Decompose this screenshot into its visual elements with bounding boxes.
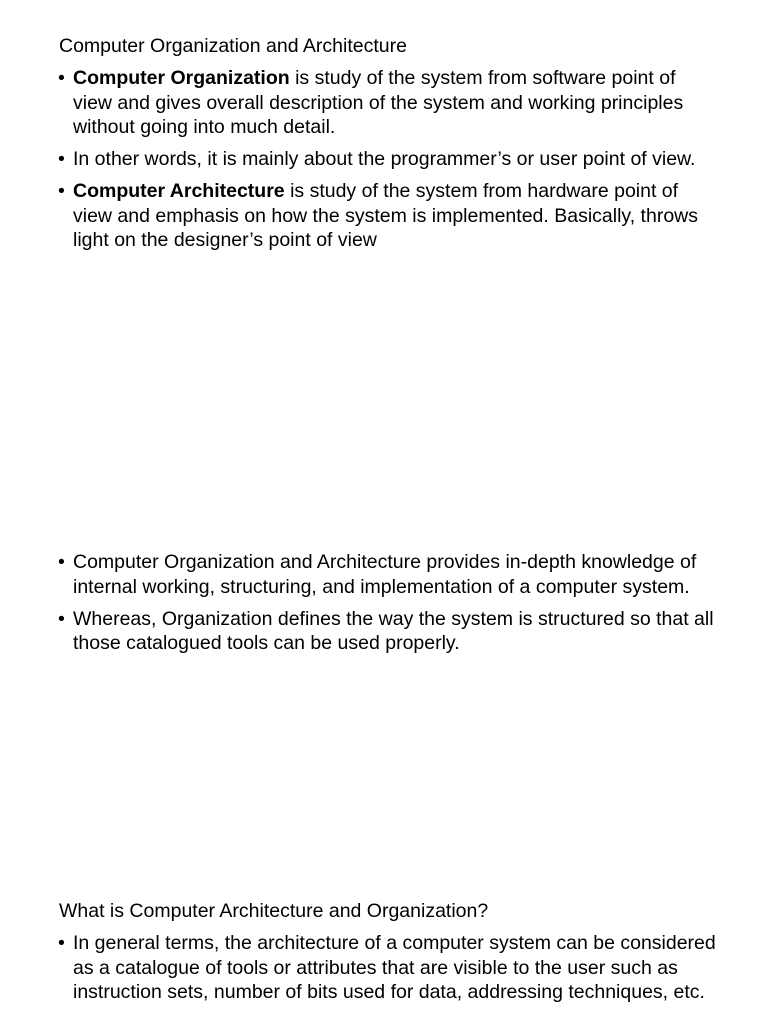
bullet-item	[58, 66, 718, 140]
bullet-text: In other words, it is mainly about the programmer’s or user point of view.	[73, 148, 696, 170]
bullet-list	[58, 66, 718, 260]
bullet-text: In general terms, the architecture of a computer system can be considered as a catalogue of tools or attributes that are visible to the user such as instruction sets, number of bits used for data, addressing techniques, etc.	[73, 932, 716, 1003]
bullet-dot-icon: •	[58, 932, 65, 954]
bullet-text: Computer Organization and Architecture provides in-depth knowledge of internal working, structuring, and implementation of a computer system.	[73, 551, 697, 598]
bullet-dot-icon: •	[58, 607, 65, 630]
bullet-dot-icon: •	[58, 67, 65, 89]
bullet-list	[58, 931, 718, 1012]
bullet-text: is study of the system from software point of view and gives overall description of the system and working principles without going into much detail.	[73, 67, 684, 138]
bullet-text: Whereas, Organization defines the way the system is structured so that all those catalogued tools can be used properly.	[73, 607, 714, 654]
bullet-item	[58, 179, 718, 253]
bullet-dot-icon: •	[58, 180, 65, 202]
bullet-dot-icon: •	[58, 551, 65, 573]
bullet-bold-term: Computer Organization	[73, 67, 290, 89]
bullet-bold-term: Computer Architecture	[73, 180, 285, 202]
bullet-item	[58, 147, 718, 172]
bullet-text: is study of the system from hardware point of view and emphasis on how the system is implemented. Basically, throws light on the designer’s point of view	[73, 180, 698, 251]
bullet-dot-icon: •	[58, 148, 65, 170]
slide-title: What is Computer Architecture and Organization?	[59, 900, 489, 922]
bullet-item	[58, 931, 718, 1005]
bullet-item	[58, 550, 718, 599]
bullet-list	[58, 550, 718, 663]
slide-title: Computer Organization and Architecture	[59, 35, 407, 57]
bullet-item	[58, 607, 718, 656]
